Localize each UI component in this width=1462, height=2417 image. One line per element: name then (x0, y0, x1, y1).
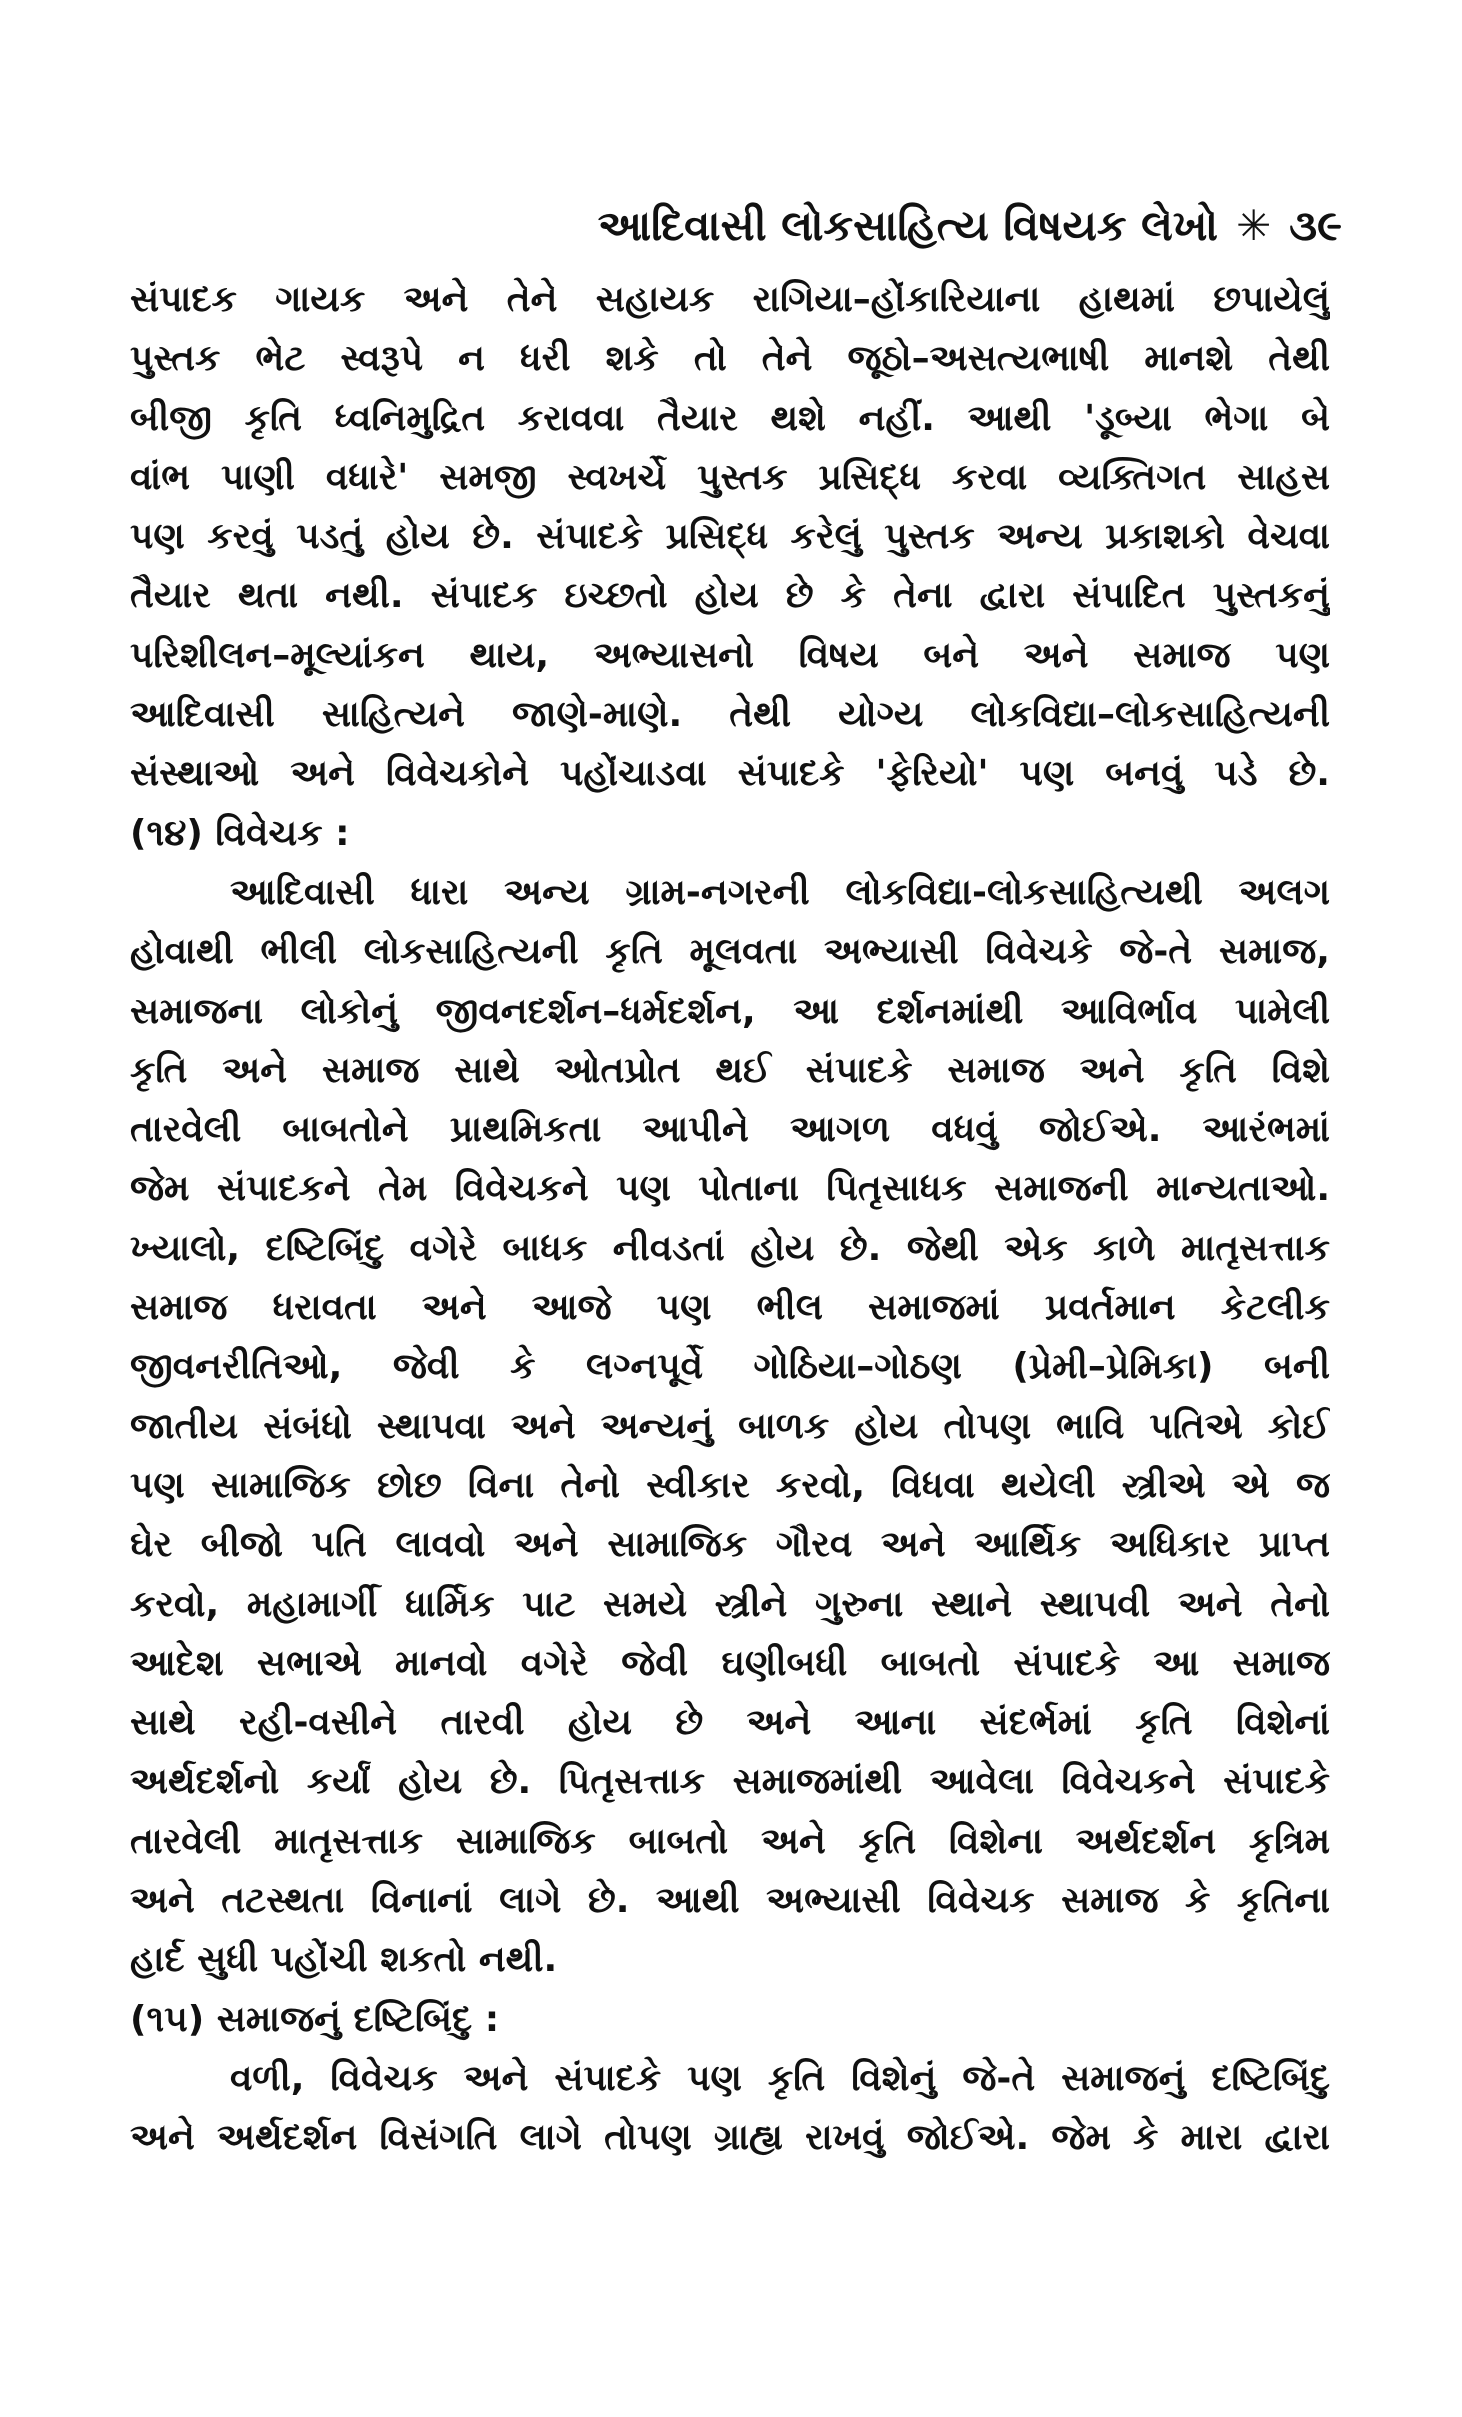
text-line: અને અર્થદર્શન વિસંગતિ લાગે તોપણ ગ્રાહ્ય રાખવું જોઈએ. જેમ કે મારા દ્વારા (130, 2117, 1330, 2159)
text-line: વળી, વિવેચક અને સંપાદકે પણ કૃતિ વિશેનું જે-તે સમાજનું દષ્ટિબિંદુ (230, 2057, 1330, 2099)
text-line: પણ કરવું પડતું હોય છે. સંપાદકે પ્રસિદ્ધ કરેલું પુસ્તક અન્ય પ્રકાશકો વેચવા (130, 516, 1330, 558)
section-heading: (૧૪) વિવેચક : (130, 812, 350, 854)
text-line: આદેશ સભાએ માનવો વગેરે જેવી ઘણીબધી બાબતો સંપાદકે આ સમાજ (130, 1642, 1330, 1684)
text-line: કૃતિ અને સમાજ સાથે ઓતપ્રોત થઈ સંપાદકે સમાજ અને કૃતિ વિશે (130, 1049, 1330, 1091)
text-line: આદિવાસી ધારા અન્ય ગ્રામ-નગરની લોકવિદ્યા-લોકસાહિત્યથી અલગ (230, 871, 1330, 913)
body-text (130, 270, 1330, 2168)
text-line: સમાજ ધરાવતા અને આજે પણ ભીલ સમાજમાં પ્રવર્તમાન કેટલીક (130, 1287, 1330, 1329)
text-line: હાર્દ સુધી પહોંચી શકતો નથી. (130, 1939, 558, 1981)
text-line: પણ સામાજિક છોછ વિના તેનો સ્વીકાર કરવો, વિધવા થયેલી સ્ત્રીએ એ જ (130, 1464, 1330, 1506)
asterisk-icon: ✳ (1235, 201, 1272, 250)
text-line: સંપાદક ગાયક અને તેને સહાયક રાગિયા–હોંકારિયાના હાથમાં છપાયેલું (130, 279, 1330, 320)
text-line: ઘેર બીજો પતિ લાવવો અને સામાજિક ગૌરવ અને આર્થિક અધિકાર પ્રાપ્ત (130, 1524, 1330, 1566)
text-line: બીજી કૃતિ ધ્વનિમુદ્રિત કરાવવા તૈયાર થશે નહીં. આથી 'ડૂબ્યા ભેગા બે (130, 397, 1330, 439)
text-line: સમાજના લોકોનું જીવનદર્શન–ધર્મદર્શન, આ દર્શનમાંથી આવિર્ભાવ પામેલી (130, 990, 1330, 1032)
text-line: કરવો, મહામાર્ગી ધાર્મિક પાટ સમયે સ્ત્રીને ગુરુના સ્થાને સ્થાપવી અને તેનો (130, 1583, 1330, 1625)
text-line: તારવેલી બાબતોને પ્રાથમિકતા આપીને આગળ વધવું જોઈએ. આરંભમાં (130, 1109, 1330, 1151)
text-line: જાતીય સંબંધો સ્થાપવા અને અન્યનું બાળક હોય તોપણ ભાવિ પતિએ કોઈ (130, 1405, 1330, 1447)
text-line: જેમ સંપાદકને તેમ વિવેચકને પણ પોતાના પિતૃસાધક સમાજની માન્યતાઓ. (130, 1168, 1330, 1210)
text-line: સાથે રહી-વસીને તારવી હોય છે અને આના સંદર્ભમાં કૃતિ વિશેનાં (130, 1702, 1330, 1744)
running-head-title: આદિવાસી લોકસાહિત્ય વિષયક લેખો (597, 201, 1218, 250)
section-heading: (૧૫) સમાજનું દષ્ટિબિંદુ : (130, 1998, 500, 2040)
text-line: ખ્યાલો, દષ્ટિબિંદુ વગેરે બાધક નીવડતાં હોય છે. જેથી એક કાળે માતૃસત્તાક (130, 1227, 1330, 1269)
text-line: તૈયાર થતા નથી. સંપાદક ઇચ્છતો હોય છે કે તેના દ્વારા સંપાદિત પુસ્તકનું (130, 575, 1330, 617)
text-line: સંસ્થાઓ અને વિવેચકોને પહોંચાડવા સંપાદકે 'ફેરિયો' પણ બનવું પડે છે. (130, 753, 1330, 795)
text-line: હોવાથી ભીલી લોકસાહિત્યની કૃતિ મૂલવતા અભ્યાસી વિવેચકે જે-તે સમાજ, (130, 931, 1330, 973)
running-head (598, 196, 1342, 256)
text-line: અર્થદર્શનો કર્યાં હોય છે. પિતૃસત્તાક સમાજમાંથી આવેલા વિવેચકને સંપાદકે (130, 1761, 1330, 1803)
text-line: પરિશીલન–મૂલ્યાંકન થાય, અભ્યાસનો વિષય બને અને સમાજ પણ (130, 634, 1330, 676)
text-line: આદિવાસી સાહિત્યને જાણે-માણે. તેથી યોગ્ય લોકવિદ્યા–લોકસાહિત્યની (130, 694, 1330, 736)
text-line: જીવનરીતિઓ, જેવી કે લગ્નપૂર્વે ગોઠિયા–ગોઠણ (પ્રેમી–પ્રેમિકા) બની (130, 1346, 1330, 1388)
text-line: પુસ્તક ભેટ સ્વરૂપે ન ધરી શકે તો તેને જૂઠો–અસત્યભાષી માનશે તેથી (130, 338, 1330, 380)
text-line: તારવેલી માતૃસત્તાક સામાજિક બાબતો અને કૃતિ વિશેના અર્થદર્શન કૃત્રિમ (130, 1820, 1330, 1862)
page-number: ૩૯ (1289, 201, 1342, 250)
text-line: અને તટસ્થતા વિનાનાં લાગે છે. આથી અભ્યાસી વિવેચક સમાજ કે કૃતિના (130, 1880, 1330, 1922)
text-line: વાંભ પાણી વધારે' સમજી સ્વખર્ચે પુસ્તક પ્રસિદ્ધ કરવા વ્યક્તિગત સાહસ (130, 456, 1330, 498)
